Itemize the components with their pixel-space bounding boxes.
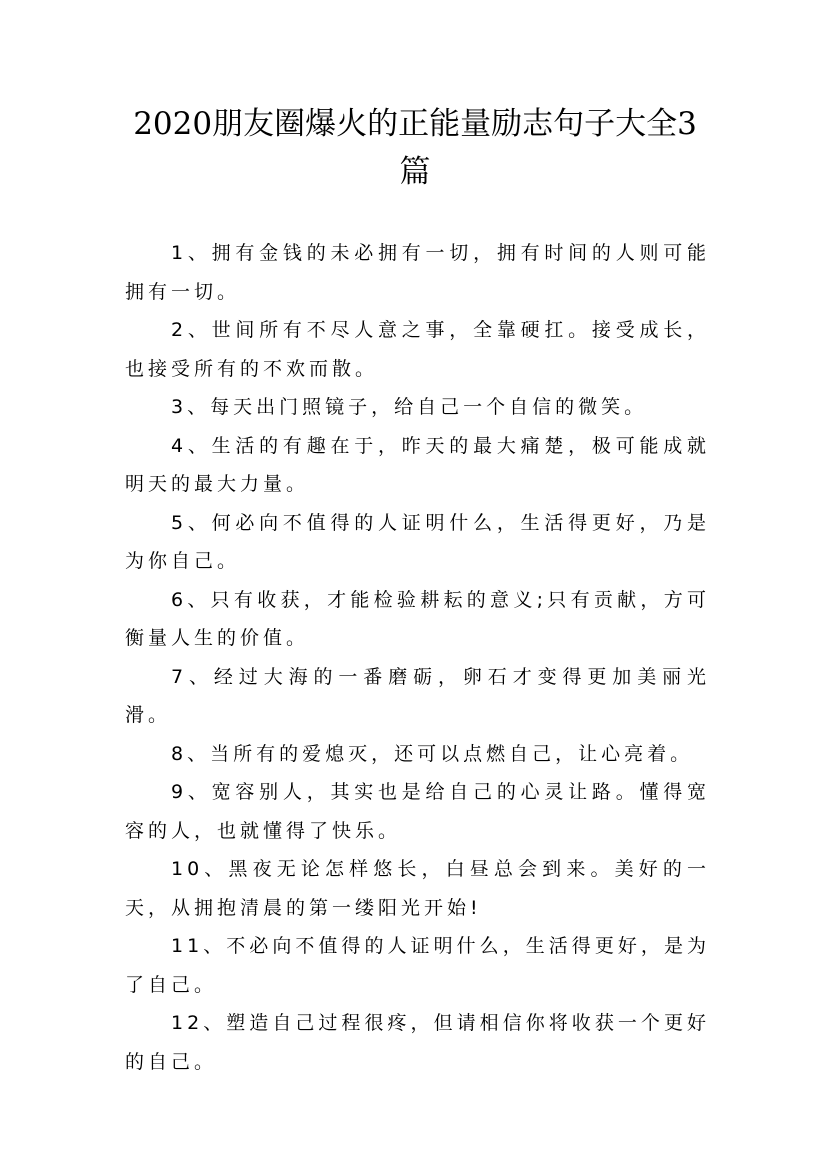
document-title: 2020朋友圈爆火的正能量励志句子大全3篇: [133, 106, 697, 190]
quote-paragraph-9: 9、宽容别人，其实也是给自己的心灵让路。懂得宽容的人，也就懂得了快乐。: [125, 781, 710, 842]
quote-paragraph-12: 12、塑造自己过程很疼，但请相信你将收获一个更好的自己。: [125, 1012, 710, 1073]
quote-paragraph-10: 10、黑夜无论怎样悠长，白昼总会到来。美好的一天，从拥抱清晨的第一缕阳光开始!: [125, 858, 710, 919]
quote-paragraph-1: 1、拥有金钱的未必拥有一切，拥有时间的人则可能拥有一切。: [125, 242, 710, 303]
document-body: [125, 234, 710, 1081]
quote-paragraph-11: 11、不必向不值得的人证明什么，生活得更好，是为了自己。: [125, 935, 710, 996]
quote-paragraph-2: 2、世间所有不尽人意之事，全靠硬扛。接受成长，也接受所有的不欢而散。: [125, 319, 710, 380]
quote-paragraph-7: 7、经过大海的一番磨砺，卵石才变得更加美丽光滑。: [125, 665, 710, 726]
quote-paragraph-4: 4、生活的有趣在于，昨天的最大痛楚，极可能成就明天的最大力量。: [125, 434, 710, 495]
quote-paragraph-6: 6、只有收获，才能检验耕耘的意义;只有贡献，方可衡量人生的价值。: [125, 588, 710, 649]
quote-paragraph-5: 5、何必向不值得的人证明什么，生活得更好，乃是为你自己。: [125, 511, 710, 572]
quote-paragraph-8: 8、当所有的爱熄灭，还可以点燃自己，让心亮着。: [171, 742, 694, 765]
quote-paragraph-3: 3、每天出门照镜子，给自己一个自信的微笑。: [171, 396, 648, 418]
